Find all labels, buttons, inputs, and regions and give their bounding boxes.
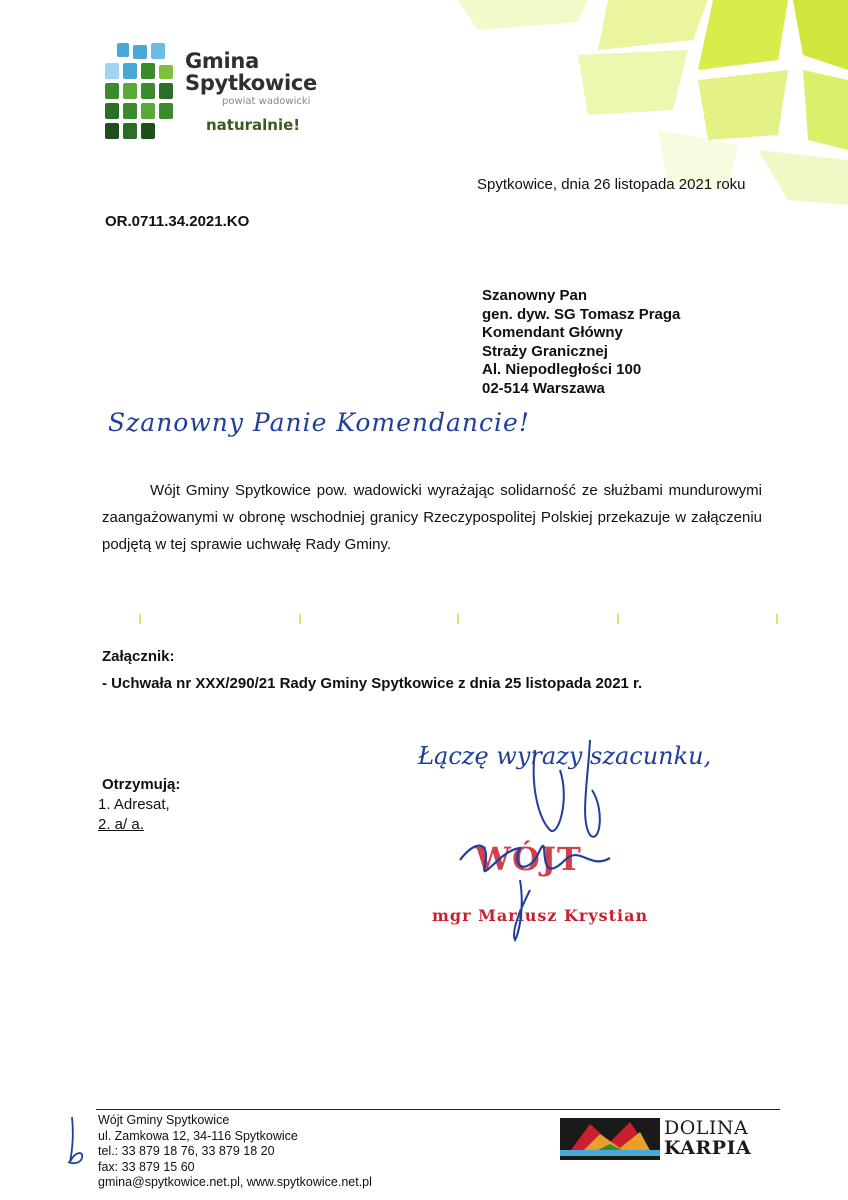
addressee-line: Komendant Główny (482, 324, 623, 341)
dolina-karpia-logo-icon (560, 1114, 660, 1164)
letter-body (102, 477, 762, 558)
footer-line: gmina@spytkowice.net.pl, www.spytkowice.net.pl (98, 1175, 372, 1189)
addressee-line: Straży Granicznej (482, 342, 608, 360)
logo-name-line1: Gmina (185, 49, 259, 73)
handwritten-closing: Łączę wyrazy szacunku, (418, 742, 712, 770)
logo-tagline: naturalnie! (206, 116, 301, 134)
recipient-item: 1. Adresat, (98, 796, 170, 813)
attachment-heading: Załącznik: (102, 648, 175, 665)
footer-contact (98, 1113, 372, 1191)
addressee-line: Al. Niepodległości 100 (482, 361, 642, 378)
initial-mark (60, 1112, 100, 1167)
stamp-name: mgr Mariusz Krystian (432, 906, 649, 925)
addressee-line: 02-514 Warszawa (482, 379, 605, 397)
logo-name (185, 50, 317, 94)
attachment-item: - Uchwała nr XXX/290/21 Rady Gminy Spytkowice z dnia 25 listopada 2021 r. (102, 675, 643, 692)
recipient-item: 2. a/ a. (98, 816, 144, 833)
footer-line: tel.: 33 879 18 76, 33 879 18 20 (98, 1144, 275, 1158)
signature-scribble (440, 730, 640, 945)
addressee-line: gen. dyw. SG Tomasz Praga (482, 305, 681, 323)
gmina-logo-icon (103, 43, 175, 139)
date-line: Spytkowice, dnia 26 listopada 2021 roku (477, 176, 746, 193)
handwritten-salutation: Szanowny Panie Komendancie! (108, 408, 530, 437)
fold-marks (0, 612, 848, 628)
stamp-title: WÓJT (475, 840, 582, 878)
reference-number: OR.0711.34.2021.KO (105, 213, 250, 230)
footer-line: ul. Zamkowa 12, 34-116 Spytkowice (98, 1128, 298, 1143)
recipients-heading: Otrzymują: (102, 776, 181, 793)
dolina-karpia-wordmark (664, 1118, 751, 1158)
brand-line1: DOLINA (664, 1117, 749, 1139)
logo-name-line2: Spytkowice (185, 71, 318, 95)
footer-line: Wójt Gminy Spytkowice (98, 1113, 230, 1127)
footer-divider (96, 1109, 780, 1110)
recipients-list (98, 795, 170, 835)
logo-subtitle: powiat wadowicki (222, 96, 311, 107)
brand-line2: KARPIA (664, 1137, 752, 1159)
addressee-line: Szanowny Pan (482, 287, 588, 304)
addressee-block (482, 287, 680, 398)
footer-line: fax: 33 879 15 60 (98, 1159, 195, 1174)
body-paragraph: Wójt Gminy Spytkowice pow. wadowicki wyrażając solidarność ze służbami mundurowymi zaangażowanymi w obronę wschodniej granicy Rzeczypospolitej Polskiej przekazuje w załączeniu podjętą w tej sprawie uchwałę Rady Gminy. (102, 482, 762, 553)
